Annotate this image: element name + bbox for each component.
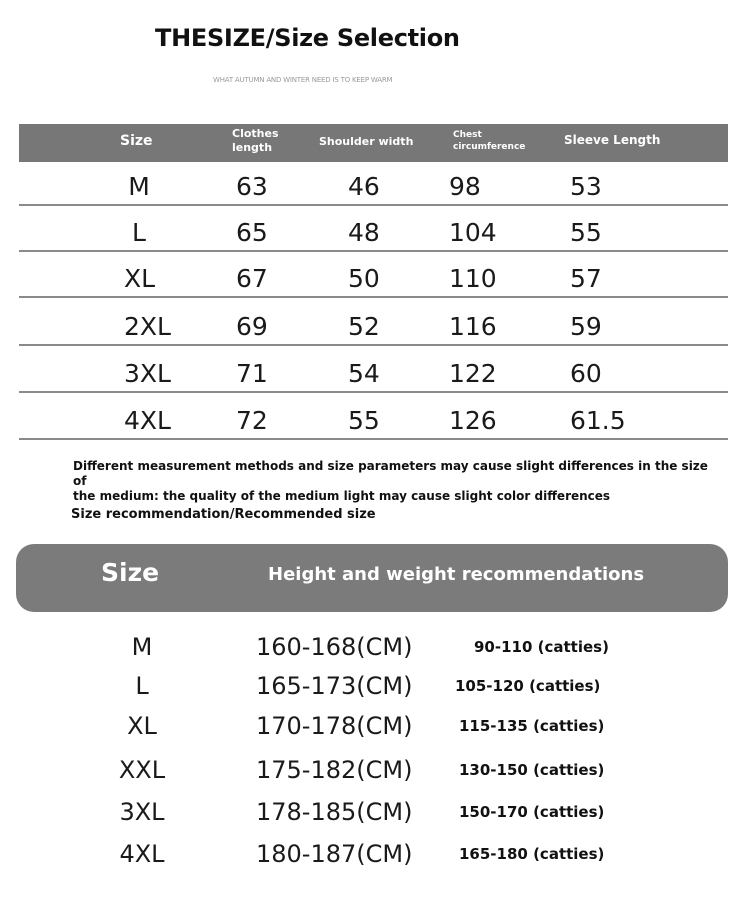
rec-height: 165-173(CM) xyxy=(256,672,413,700)
table-row xyxy=(19,349,728,393)
rec-weight: 105-120 (catties) xyxy=(455,677,601,695)
rec-size: M xyxy=(131,633,153,661)
cell-sleeve-length: 61.5 xyxy=(570,406,626,435)
table-row xyxy=(19,396,728,440)
note-line-2: the medium: the quality of the medium light may cause slight color differences xyxy=(73,489,611,503)
rec-weight: 115-135 (catties) xyxy=(459,717,605,735)
rec-weight: 90-110 (catties) xyxy=(474,638,609,656)
row-divider xyxy=(19,296,728,298)
column-header-clothes-length-line2: length xyxy=(232,141,273,154)
recommendation-row xyxy=(0,633,750,673)
cell-clothes-length: 63 xyxy=(236,172,268,201)
table-row xyxy=(19,254,728,298)
size-table-header xyxy=(19,124,728,162)
rec-height: 180-187(CM) xyxy=(256,840,413,868)
row-divider xyxy=(19,344,728,346)
cell-shoulder-width: 55 xyxy=(348,406,380,435)
table-row xyxy=(19,208,728,252)
cell-clothes-length: 72 xyxy=(236,406,268,435)
cell-shoulder-width: 52 xyxy=(348,312,380,341)
rec-size: 3XL xyxy=(119,798,165,826)
table-row xyxy=(19,302,728,346)
rec-height: 170-178(CM) xyxy=(256,712,413,740)
column-header-shoulder-width: Shoulder width xyxy=(319,135,414,148)
measurement-note xyxy=(73,459,713,504)
cell-shoulder-width: 46 xyxy=(348,172,380,201)
row-divider xyxy=(19,250,728,252)
recommendation-title: Size recommendation/Recommended size xyxy=(71,507,376,522)
cell-size: 2XL xyxy=(124,312,171,341)
rec-weight: 150-170 (catties) xyxy=(459,803,605,821)
cell-clothes-length: 69 xyxy=(236,312,268,341)
recommendation-row xyxy=(0,798,750,838)
cell-chest: 126 xyxy=(449,406,497,435)
cell-size: 3XL xyxy=(124,359,171,388)
column-header-size: Size xyxy=(120,133,153,149)
cell-sleeve-length: 59 xyxy=(570,312,602,341)
page-subtitle: WHAT AUTUMN AND WINTER NEED IS TO KEEP WARM xyxy=(213,76,393,84)
cell-sleeve-length: 60 xyxy=(570,359,602,388)
rec-height: 175-182(CM) xyxy=(256,756,413,784)
column-header-sleeve-length: Sleeve Length xyxy=(564,133,661,147)
cell-chest: 104 xyxy=(449,218,497,247)
cell-size: M xyxy=(128,172,150,201)
recommendation-row xyxy=(0,712,750,752)
recommendation-header-size: Size xyxy=(101,558,160,587)
cell-shoulder-width: 50 xyxy=(348,264,380,293)
cell-clothes-length: 67 xyxy=(236,264,268,293)
table-row xyxy=(19,162,728,206)
rec-height: 178-185(CM) xyxy=(256,798,413,826)
cell-chest: 122 xyxy=(449,359,497,388)
row-divider xyxy=(19,391,728,393)
page-title: THESIZE/Size Selection xyxy=(155,24,460,52)
column-header-clothes-length-line1: Clothes xyxy=(232,127,279,140)
row-divider xyxy=(19,204,728,206)
rec-size: 4XL xyxy=(119,840,165,868)
cell-size: L xyxy=(132,218,146,247)
recommendation-row xyxy=(0,840,750,880)
column-header-clothes-length xyxy=(232,127,279,155)
cell-size: 4XL xyxy=(124,406,171,435)
recommendation-row xyxy=(0,672,750,712)
cell-clothes-length: 71 xyxy=(236,359,268,388)
cell-chest: 116 xyxy=(449,312,497,341)
recommendation-row xyxy=(0,756,750,796)
rec-size: XL xyxy=(127,712,157,740)
cell-chest: 110 xyxy=(449,264,497,293)
recommendation-header-height-weight: Height and weight recommendations xyxy=(268,564,645,585)
rec-size: XXL xyxy=(118,756,166,784)
rec-weight: 130-150 (catties) xyxy=(459,761,605,779)
rec-size: L xyxy=(135,672,149,700)
column-header-chest xyxy=(453,129,525,153)
cell-sleeve-length: 53 xyxy=(570,172,602,201)
cell-clothes-length: 65 xyxy=(236,218,268,247)
cell-shoulder-width: 48 xyxy=(348,218,380,247)
recommendation-header xyxy=(16,544,728,612)
column-header-chest-line2: circumference xyxy=(453,142,526,152)
note-line-1: Different measurement methods and size parameters may cause slight differences in the size of xyxy=(73,459,708,488)
column-header-chest-line1: Chest xyxy=(453,130,482,140)
cell-sleeve-length: 55 xyxy=(570,218,602,247)
rec-height: 160-168(CM) xyxy=(256,633,413,661)
cell-shoulder-width: 54 xyxy=(348,359,380,388)
row-divider xyxy=(19,438,728,440)
rec-weight: 165-180 (catties) xyxy=(459,845,605,863)
cell-sleeve-length: 57 xyxy=(570,264,602,293)
cell-chest: 98 xyxy=(449,172,481,201)
cell-size: XL xyxy=(124,264,156,293)
